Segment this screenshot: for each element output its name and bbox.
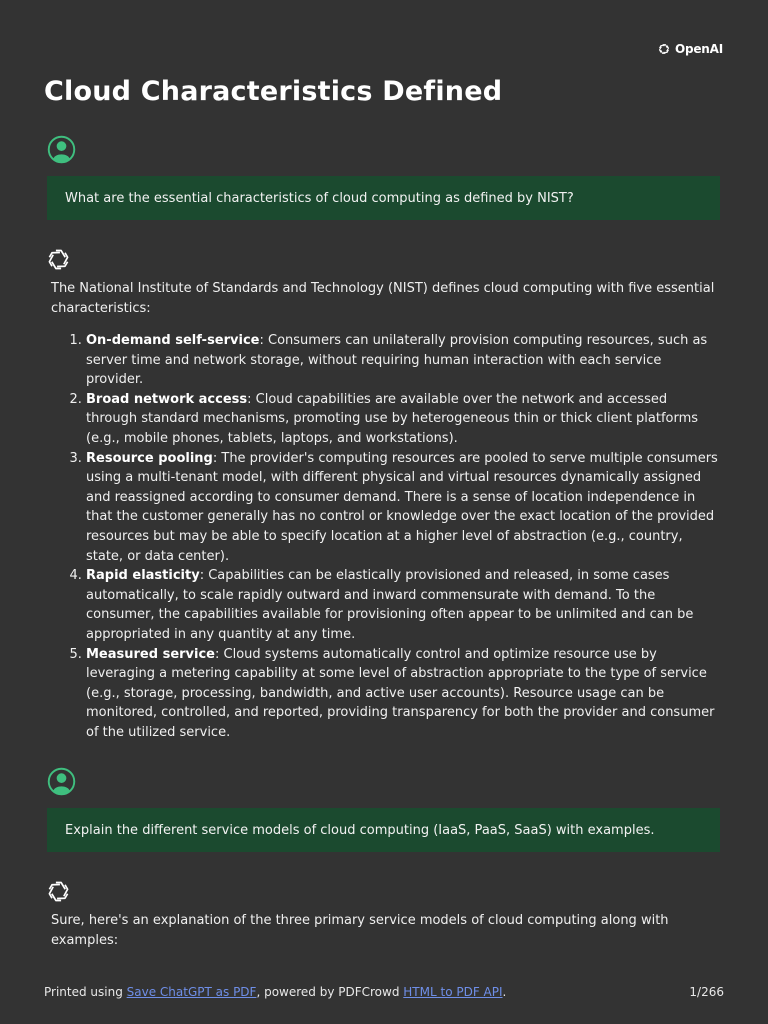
openai-logo-icon [45,246,72,273]
footer-prefix: Printed using [44,985,127,999]
item-description: : Cloud capabilities are available over the network and accessed through standard mechanisms, promoting use by heterogeneous thin or thick client platforms (e.g., mobile phones, tablets, laptops, and workstations). [86,391,699,446]
item-description: : Capabilities can be elastically provisioned and released, in some cases automatically, to scale rapidly outward and inward commensurate with demand. To the consumer, the capabilities available for provisioning often appear to be unlimited and can be appropriated in any quantity at any time. [86,568,694,642]
item-term: Resource pooling [86,450,213,466]
item-term: Broad network access [86,391,248,407]
item-description: : Consumers can unilaterally provision computing resources, such as server time and network storage, without requiring human interaction with each service provider. [86,333,708,388]
page-title: Cloud Characteristics Defined [44,76,503,107]
assistant-intro: Sure, here's an explanation of the three primary service models of cloud computing along with examples: [51,913,669,948]
openai-logo-icon [656,41,672,57]
list-item [86,331,721,390]
list-item [86,449,721,567]
item-description: : Cloud systems automatically control and optimize resource use by leveraging a metering capability at some level of abstraction appropriate to the type of service (e.g., storage, processing, bandwidth, and active user accounts). Resource usage can be monitored, controlled, and reported, providing transparency for both the provider and consumer of the utilized service. [86,646,715,740]
openai-brand [656,41,723,57]
user-avatar-icon [47,135,76,164]
list-item [86,645,721,743]
footer-suffix: . [502,985,507,999]
assistant-intro: The National Institute of Standards and Technology (NIST) defines cloud computing with five essential characteristics: [51,281,715,316]
item-term: Rapid elasticity [86,568,200,584]
footer-middle: , powered by PDFCrowd [256,985,404,999]
openai-logo-icon [45,878,72,905]
item-description: : The provider's computing resources are pooled to serve multiple consumers using a multi-tenant model, with different physical and virtual resources dynamically assigned and reassigned according to consumer demand. There is a sense of location independence in that the customer generally has no control or knowledge over the exact location of the provided resources but may be able to specify location at a higher level of abstraction (e.g., country, state, or data center). [86,450,718,564]
html-to-pdf-api-link[interactable]: HTML to PDF API [403,985,503,999]
list-item [86,390,721,449]
user-avatar-icon [47,767,76,796]
user-message-text: Explain the different service models of cloud computing (IaaS, PaaS, SaaS) with examples. [65,822,655,838]
item-term: On-demand self-service [86,333,260,348]
characteristics-list [51,331,721,742]
page-number: 1/266 [689,985,724,999]
print-footer [44,985,506,999]
user-message-text: What are the essential characteristics of cloud computing as defined by NIST? [65,190,574,206]
item-term: Measured service [86,646,215,662]
user-message [47,808,720,852]
save-chatgpt-pdf-link[interactable]: Save ChatGPT as PDF [126,985,257,999]
list-item [86,566,721,644]
brand-name: OpenAI [674,42,723,56]
user-message [47,176,720,220]
